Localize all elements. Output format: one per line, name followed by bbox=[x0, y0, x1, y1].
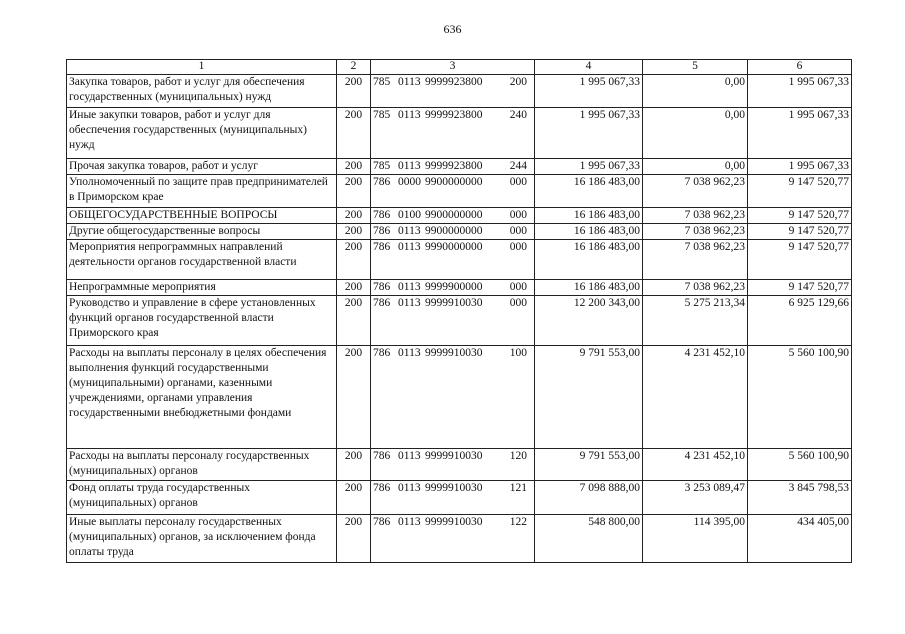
row-target-article-code: 9900000000 bbox=[425, 225, 483, 237]
row-classification-code bbox=[371, 515, 535, 563]
row-expense-type-code: 000 bbox=[509, 297, 527, 309]
page-number: 636 bbox=[443, 22, 462, 36]
row-col-6: 1 995 067,33 bbox=[748, 75, 852, 108]
row-target-article-code: 9999900000 bbox=[425, 281, 483, 293]
table-row bbox=[67, 240, 852, 280]
row-col-5: 114 395,00 bbox=[643, 515, 748, 563]
row-col-4: 16 186 483,00 bbox=[535, 224, 643, 240]
row-expense-type-code: 100 bbox=[509, 347, 527, 359]
row-target-article-code: 9999910030 bbox=[425, 482, 483, 494]
row-section-code: 0113 bbox=[398, 347, 421, 359]
row-col-6: 434 405,00 bbox=[748, 515, 852, 563]
row-classification-code bbox=[371, 75, 535, 108]
row-target-article-code: 9900000000 bbox=[425, 176, 483, 188]
row-section-code: 0113 bbox=[398, 450, 421, 462]
row-target-article-code: 9999910030 bbox=[425, 450, 483, 462]
table-row bbox=[67, 449, 852, 481]
row-section-code: 0113 bbox=[398, 109, 421, 121]
row-col-6: 9 147 520,77 bbox=[748, 175, 852, 208]
row-name: Руководство и управление в сфере установленных функций органов государственной власти Приморского края bbox=[67, 296, 337, 346]
row-col-6: 9 147 520,77 bbox=[748, 280, 852, 296]
header-col-4: 4 bbox=[535, 60, 643, 75]
row-target-article-code: 9990000000 bbox=[425, 241, 483, 253]
row-target-article-code: 9999910030 bbox=[425, 297, 483, 309]
row-col-4: 1 995 067,33 bbox=[535, 159, 643, 175]
row-col-2: 200 bbox=[337, 280, 371, 296]
row-expense-type-code: 000 bbox=[509, 209, 527, 221]
row-classification-code bbox=[371, 208, 535, 224]
row-name: Мероприятия непрограммных направлений деятельности органов государственной власти bbox=[67, 240, 337, 280]
row-name: Расходы на выплаты персоналу в целях обеспечения выполнения функций государственными (муниципальными) органами, казенными учреждениями, органами управления государственными внебюджетными фондами bbox=[67, 346, 337, 449]
row-classification-code bbox=[371, 481, 535, 515]
row-col-2: 200 bbox=[337, 208, 371, 224]
row-col-2: 200 bbox=[337, 224, 371, 240]
row-expense-type-code: 120 bbox=[509, 450, 527, 462]
row-col-6: 1 995 067,33 bbox=[748, 108, 852, 159]
row-col-2: 200 bbox=[337, 296, 371, 346]
row-col-2: 200 bbox=[337, 346, 371, 449]
budget-table bbox=[66, 59, 852, 563]
row-col-5: 7 038 962,23 bbox=[643, 208, 748, 224]
row-name: Уполномоченный по защите прав предпринимателей в Приморском крае bbox=[67, 175, 337, 208]
row-section-code: 0100 bbox=[398, 209, 421, 221]
row-grbs-code: 786 bbox=[373, 241, 391, 253]
row-classification-code bbox=[371, 240, 535, 280]
row-col-4: 16 186 483,00 bbox=[535, 175, 643, 208]
row-name: Иные выплаты персоналу государственных (муниципальных) органов, за исключением фонда оплаты труда bbox=[67, 515, 337, 563]
table-row bbox=[67, 175, 852, 208]
row-expense-type-code: 000 bbox=[509, 225, 527, 237]
row-classification-code bbox=[371, 108, 535, 159]
table-row bbox=[67, 208, 852, 224]
row-col-4: 16 186 483,00 bbox=[535, 208, 643, 224]
header-col-6: 6 bbox=[748, 60, 852, 75]
table-row bbox=[67, 296, 852, 346]
row-grbs-code: 786 bbox=[373, 297, 391, 309]
table-row bbox=[67, 75, 852, 108]
row-col-6: 1 995 067,33 bbox=[748, 159, 852, 175]
row-section-code: 0113 bbox=[398, 241, 421, 253]
table-row bbox=[67, 224, 852, 240]
row-col-5: 7 038 962,23 bbox=[643, 280, 748, 296]
row-expense-type-code: 121 bbox=[509, 482, 527, 494]
row-col-5: 3 253 089,47 bbox=[643, 481, 748, 515]
row-expense-type-code: 000 bbox=[509, 176, 527, 188]
table-row bbox=[67, 280, 852, 296]
row-target-article-code: 9999923800 bbox=[425, 76, 483, 88]
row-expense-type-code: 200 bbox=[509, 76, 527, 88]
row-classification-code bbox=[371, 175, 535, 208]
row-name: Фонд оплаты труда государственных (муниципальных) органов bbox=[67, 481, 337, 515]
table-row bbox=[67, 159, 852, 175]
row-col-4: 9 791 553,00 bbox=[535, 346, 643, 449]
header-col-5: 5 bbox=[643, 60, 748, 75]
row-target-article-code: 9999910030 bbox=[425, 516, 483, 528]
table-row bbox=[67, 481, 852, 515]
table-row bbox=[67, 108, 852, 159]
row-section-code: 0113 bbox=[398, 516, 421, 528]
row-section-code: 0113 bbox=[398, 482, 421, 494]
row-name: Иные закупки товаров, работ и услуг для обеспечения государственных (муниципальных) нужд bbox=[67, 108, 337, 159]
row-col-4: 548 800,00 bbox=[535, 515, 643, 563]
row-col-4: 7 098 888,00 bbox=[535, 481, 643, 515]
row-col-4: 16 186 483,00 bbox=[535, 240, 643, 280]
row-grbs-code: 785 bbox=[373, 76, 391, 88]
row-target-article-code: 9999910030 bbox=[425, 347, 483, 359]
row-classification-code bbox=[371, 159, 535, 175]
row-expense-type-code: 240 bbox=[509, 109, 527, 121]
row-col-2: 200 bbox=[337, 75, 371, 108]
row-col-6: 9 147 520,77 bbox=[748, 240, 852, 280]
row-col-6: 6 925 129,66 bbox=[748, 296, 852, 346]
row-col-6: 5 560 100,90 bbox=[748, 346, 852, 449]
header-col-2: 2 bbox=[337, 60, 371, 75]
row-grbs-code: 786 bbox=[373, 209, 391, 221]
row-col-6: 9 147 520,77 bbox=[748, 208, 852, 224]
row-section-code: 0113 bbox=[398, 225, 421, 237]
row-name: ОБЩЕГОСУДАРСТВЕННЫЕ ВОПРОСЫ bbox=[67, 208, 337, 224]
row-section-code: 0113 bbox=[398, 281, 421, 293]
table-row bbox=[67, 346, 852, 449]
row-section-code: 0000 bbox=[398, 176, 421, 188]
row-classification-code bbox=[371, 224, 535, 240]
row-col-5: 7 038 962,23 bbox=[643, 175, 748, 208]
row-col-5: 5 275 213,34 bbox=[643, 296, 748, 346]
row-col-2: 200 bbox=[337, 159, 371, 175]
row-grbs-code: 786 bbox=[373, 482, 391, 494]
row-col-6: 5 560 100,90 bbox=[748, 449, 852, 481]
header-col-3: 3 bbox=[371, 60, 535, 75]
row-name: Закупка товаров, работ и услуг для обеспечения государственных (муниципальных) нужд bbox=[67, 75, 337, 108]
row-col-4: 12 200 343,00 bbox=[535, 296, 643, 346]
row-expense-type-code: 000 bbox=[509, 281, 527, 293]
row-col-5: 7 038 962,23 bbox=[643, 224, 748, 240]
row-col-5: 0,00 bbox=[643, 108, 748, 159]
row-col-4: 16 186 483,00 bbox=[535, 280, 643, 296]
row-expense-type-code: 122 bbox=[509, 516, 527, 528]
row-col-2: 200 bbox=[337, 481, 371, 515]
row-name: Другие общегосударственные вопросы bbox=[67, 224, 337, 240]
row-target-article-code: 9999923800 bbox=[425, 160, 483, 172]
row-col-4: 1 995 067,33 bbox=[535, 108, 643, 159]
row-expense-type-code: 000 bbox=[509, 241, 527, 253]
row-name: Расходы на выплаты персоналу государственных (муниципальных) органов bbox=[67, 449, 337, 481]
row-col-2: 200 bbox=[337, 240, 371, 280]
row-col-2: 200 bbox=[337, 449, 371, 481]
row-target-article-code: 9999923800 bbox=[425, 109, 483, 121]
header-row bbox=[67, 60, 852, 75]
row-col-6: 3 845 798,53 bbox=[748, 481, 852, 515]
row-col-5: 4 231 452,10 bbox=[643, 449, 748, 481]
row-col-5: 0,00 bbox=[643, 159, 748, 175]
row-col-5: 0,00 bbox=[643, 75, 748, 108]
row-grbs-code: 786 bbox=[373, 225, 391, 237]
row-grbs-code: 785 bbox=[373, 109, 391, 121]
row-name: Прочая закупка товаров, работ и услуг bbox=[67, 159, 337, 175]
row-grbs-code: 786 bbox=[373, 516, 391, 528]
row-classification-code bbox=[371, 296, 535, 346]
row-classification-code bbox=[371, 280, 535, 296]
row-target-article-code: 9900000000 bbox=[425, 209, 483, 221]
row-col-5: 7 038 962,23 bbox=[643, 240, 748, 280]
row-grbs-code: 786 bbox=[373, 347, 391, 359]
row-col-2: 200 bbox=[337, 175, 371, 208]
row-grbs-code: 786 bbox=[373, 281, 391, 293]
row-section-code: 0113 bbox=[398, 76, 421, 88]
row-col-2: 200 bbox=[337, 515, 371, 563]
row-classification-code bbox=[371, 449, 535, 481]
row-col-4: 9 791 553,00 bbox=[535, 449, 643, 481]
row-section-code: 0113 bbox=[398, 160, 421, 172]
table-row bbox=[67, 515, 852, 563]
row-grbs-code: 786 bbox=[373, 176, 391, 188]
row-grbs-code: 786 bbox=[373, 450, 391, 462]
row-col-2: 200 bbox=[337, 108, 371, 159]
row-col-5: 4 231 452,10 bbox=[643, 346, 748, 449]
header-col-1: 1 bbox=[67, 60, 337, 75]
row-expense-type-code: 244 bbox=[509, 160, 527, 172]
row-grbs-code: 785 bbox=[373, 160, 391, 172]
row-name: Непрограммные мероприятия bbox=[67, 280, 337, 296]
row-col-6: 9 147 520,77 bbox=[748, 224, 852, 240]
row-classification-code bbox=[371, 346, 535, 449]
row-section-code: 0113 bbox=[398, 297, 421, 309]
row-col-4: 1 995 067,33 bbox=[535, 75, 643, 108]
